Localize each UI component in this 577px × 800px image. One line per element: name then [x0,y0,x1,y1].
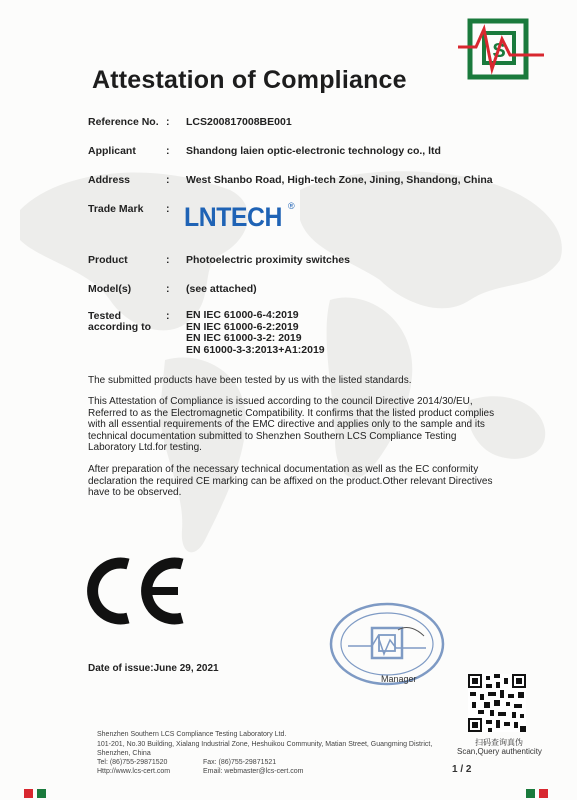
field-colon: : [166,145,170,157]
qr-caption-en: Scan,Query authenticity [457,747,542,756]
field-label-trademark: Trade Mark [88,203,144,215]
field-label-address: Address [88,174,131,186]
footer-fax: Fax: (86)755-29871521 [203,759,277,766]
standard-item: EN IEC 61000-3-2: 2019 [186,332,302,344]
footer-address: 101-201, No.30 Building, Xialang Industrial Zone, Heshuikou Community, Matian Street, Guangming District, [97,741,433,748]
paragraph-line: technical documentation submitted to Shenzhen Southern LCS Compliance Testing [88,430,457,442]
paragraph-line: Laboratory Ltd.for testing. [88,442,202,454]
manager-label: Manager [381,674,417,684]
corner-square-decoration [539,789,548,798]
paragraph-line: have to be observed. [88,487,182,499]
paragraph-line: Referred to as the Electromagnetic Compatibility. It confirms that the listed product complies [88,407,495,419]
qr-caption-cn: 扫码查询真伪 [475,738,523,747]
field-colon: : [166,174,170,186]
footer-tel: Tel: (86)755-29871520 [97,759,168,766]
page-number: 1 / 2 [452,764,472,775]
corner-square-decoration [526,789,535,798]
footer-city: Shenzhen, China [97,750,151,757]
field-colon: : [166,283,170,295]
paragraph-line: declaration the required CE marking can be affixed on the product.Other relevant Directives [88,475,493,487]
field-value-reference: LCS200817008BE001 [186,116,292,128]
date-of-issue: Date of issue:June 29, 2021 [88,663,219,674]
field-value-product: Photoelectric proximity switches [186,254,350,266]
lcs-logo-icon [458,17,544,87]
field-value-address: West Shanbo Road, High-tech Zone, Jining, Shandong, China [186,174,493,186]
field-label-tested: Tested [88,310,122,322]
footer-email[interactable]: Email: webmaster@lcs-cert.com [203,768,304,775]
standard-item: EN 61000-3-3:2013+A1:2019 [186,343,325,356]
paragraph-preparation [88,464,508,499]
paragraph-line: This Attestation of Compliance is issued according to the council Directive 2014/30/EU, [88,396,473,407]
field-label-reference: Reference No. [88,116,159,128]
field-colon: : [166,203,170,215]
footer-web[interactable]: Http://www.lcs-cert.com [97,768,171,775]
ce-mark-icon [86,556,190,626]
svg-text:S: S [492,40,506,62]
paragraph-line: with all essential requirements of the EMC directive and applies only to the sample and its [88,419,485,431]
field-label-models: Model(s) [88,283,132,295]
field-colon: : [166,254,170,266]
field-label-applicant: Applicant [88,145,136,157]
standard-item: EN IEC 61000-6-4:2019 [186,309,299,321]
field-colon: : [166,310,170,322]
paragraph-attestation [88,396,508,454]
document-title: Attestation of Compliance [92,66,407,94]
corner-square-decoration [37,789,46,798]
field-label-product: Product [88,254,128,266]
paragraph-tested: The submitted products have been tested by us with the listed standards. [88,375,412,386]
standard-item: EN IEC 61000-6-2:2019 [186,320,299,333]
trademark-logo: LNTECH [184,202,282,232]
trademark-registered-mark: ® [288,201,295,211]
paragraph-line: After preparation of the necessary technical documentation as well as the EC conformity [88,464,479,475]
field-colon: : [166,116,170,128]
qr-code-icon[interactable] [468,674,526,732]
standards-list [186,310,325,356]
footer-company: Shenzhen Southern LCS Compliance Testing Laboratory Ltd. [97,731,287,738]
field-value-applicant: Shandong laien optic-electronic technology co., ltd [186,145,441,157]
field-value-models: (see attached) [186,283,257,295]
corner-square-decoration [24,789,33,798]
field-label-according-to: according to [88,321,152,333]
